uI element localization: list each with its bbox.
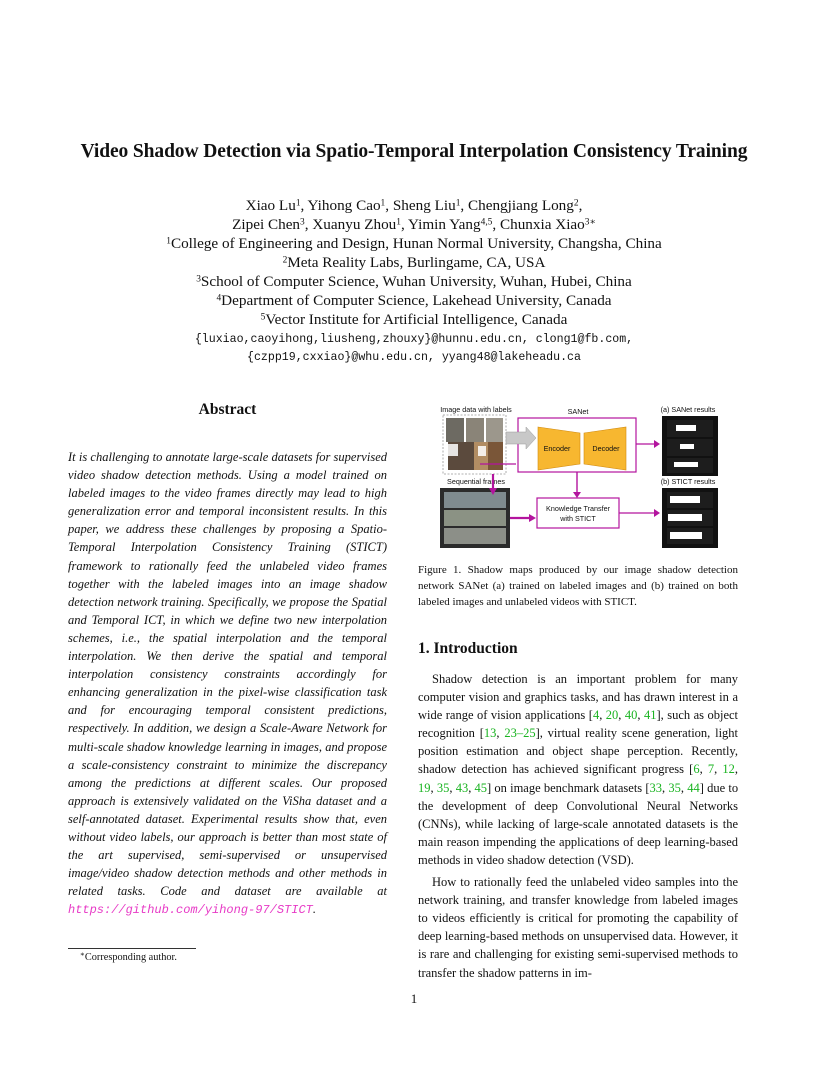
author-line-2 (0, 215, 828, 234)
author-affiliation-mark: 1 (295, 198, 301, 209)
author-separator: , (400, 216, 409, 233)
intro-text: , (449, 780, 456, 795)
author-name: Yimin Yang (408, 216, 481, 233)
author-name: Chengjiang Long (468, 197, 574, 214)
video-frame (444, 510, 506, 526)
intro-text: , (637, 708, 644, 723)
footnote-rule (68, 948, 196, 949)
author-separator: , (578, 197, 583, 214)
citation-link[interactable]: 45 (474, 780, 488, 795)
intro-text: , (618, 708, 625, 723)
label-sanet: SANet (567, 407, 589, 416)
author-name: Zipei Chen (232, 216, 301, 233)
author-name: Yihong Cao (307, 197, 381, 214)
affiliation-1: $^1$College of Engineering and Design, Hunan Normal University, Changsha, China (166, 235, 662, 252)
intro-text: , (714, 762, 723, 777)
author-separator: , (460, 197, 468, 214)
thumbnail-image (488, 442, 503, 470)
intro-text: ] due to the development of deep Convolutional Neural Networks (CNNs), while lacking of large-scale annotated datasets is the main reason impending the applications of deep learning-based methods in video shadow detection (VSD). (418, 780, 739, 867)
intro-text: , (680, 780, 688, 795)
author-affiliation-mark: 1 (396, 217, 401, 228)
citation-link[interactable]: 44 (687, 780, 700, 795)
shadow-mask (674, 462, 698, 467)
citation-link[interactable]: 40 (624, 708, 638, 723)
author-name: Xiao Lu (245, 197, 296, 214)
citation-link[interactable]: 23–25 (504, 726, 536, 741)
author-name: Sheng Liu (392, 197, 456, 214)
intro-text: , (699, 762, 708, 777)
intro-paragraph-1 (418, 670, 738, 869)
shadow-mask (668, 514, 702, 521)
citation-link[interactable]: 35 (436, 780, 450, 795)
intro-text: ], virtual reality scene generation, light position estimation and object shape perception. Recently, shadow detection has achieved significant progress [ (418, 726, 739, 777)
arrow-head-icon (529, 514, 536, 522)
author-separator: , (492, 216, 500, 233)
author-separator: , (300, 197, 308, 214)
encoder-label: Encoder (543, 444, 571, 453)
label-sanet-results: (a) SANet results (660, 405, 716, 414)
citation-link[interactable]: 19 (418, 780, 431, 795)
thumbnail-mask (448, 444, 458, 456)
intro-text: , (430, 780, 437, 795)
knowledge-transfer-box (537, 498, 619, 528)
affiliation-3: $^3$School of Computer Science, Wuhan University, Wuhan, Hubei, China (196, 273, 632, 290)
intro-text: , (599, 708, 606, 723)
figure-1-diagram (418, 400, 738, 560)
author-name: Xuanyu Zhou (312, 216, 397, 233)
footnote: ∗Corresponding author. (80, 950, 177, 963)
intro-text: ], such as object recognition [ (418, 708, 739, 741)
author-affiliation-mark: 3∗ (584, 217, 596, 228)
citation-link[interactable]: 7 (707, 762, 715, 777)
email-line-2: {czpp19,cxxiao}@whu.edu.cn, yyang48@lakeheadu.ca (247, 351, 581, 364)
shadow-mask (670, 532, 702, 539)
intro-text: Shadow detection is an important problem for many computer vision and graphics tasks, and has drawn interest in a wide range of vision applications [ (418, 672, 738, 723)
arrow-head-icon (573, 492, 581, 498)
intro-body (418, 670, 738, 982)
intro-heading: 1. Introduction (418, 640, 518, 657)
citation-link[interactable]: 12 (722, 762, 735, 777)
thumbnail-mask (478, 446, 486, 456)
gray-arrow-icon (506, 427, 536, 449)
code-link[interactable]: https://github.com/yihong-97/STICT (68, 903, 313, 918)
citation-link[interactable]: 13 (483, 726, 497, 741)
paper-title: Video Shadow Detection via Spatio-Temporal Interpolation Consistency Training (80, 141, 748, 162)
abstract-body: It is challenging to annotate large-scale datasets for supervised video shadow detection methods. Using a model trained on labeled images to the video frames directly may lead to high generalization error and temporal inconsistent results. In this paper, we address these challenges by proposing a Spatio-Temporal Interpolation Consistency Training (STICT) framework to rationally feed the unlabeled video frames together with the labeled images into an image shadow detection network training. Specifically, we propose the Spatial and Temporal ICT, in which we define two new interpolation schemes, i.e., the spatial interpolation and the temporal interpolation. We then derive the spatial and temporal interpolation consistency constraints accordingly for enhancing generalization in the pixel-wise classification task and for encouraging temporal consistent predictions, respectively. In addition, we design a Scale-Aware Network for multi-scale shadow knowledge learning in images, and propose a scale-consistency constraint to minimize the discrepancy among the predictions at different scales. Our proposed approach is extensively validated on the ViSha dataset and a self-annotated dataset. Experimental results show that, even without video labels, our approach is better than most state of the art supervised, semi-supervised or unsupervised image/video shadow detection methods and other methods in related tasks. Code and dataset are available at https://github.com/yihong-97/STICT. (68, 450, 387, 918)
author-affiliation-mark: 4,5 (480, 217, 493, 228)
citation-link[interactable]: 41 (643, 708, 657, 723)
thumbnail-image (446, 418, 464, 442)
affiliation-2: $^2$Meta Reality Labs, Burlingame, CA, USA (282, 254, 546, 271)
citation-link[interactable]: 43 (455, 780, 469, 795)
author-separator: , (385, 197, 393, 214)
kt-label-1: Knowledge Transfer (546, 504, 610, 513)
affiliation-4: $^4$Department of Computer Science, Lakehead University, Canada (216, 292, 612, 309)
label-sequential-frames: Sequential frames (447, 477, 505, 486)
author-name: Chunxia Xiao (499, 216, 585, 233)
author-separator: , (304, 216, 313, 233)
abstract-text: It is challenging to annotate large-scale datasets for supervised video shadow detection methods. Using a model trained on labeled images to the video frames directly may lead to high generalization error and temporal inconsistent results. In this paper, we address these challenges by proposing a Spatio-Temporal Interpolation Consistency Training (STICT) framework to rationally feed the unlabeled video frames together with the labeled images into an image shadow detection network training. Specifically, we propose the Spatial and Temporal ICT, in which we define two new interpolation schemes, i.e., the spatial interpolation and the temporal interpolation. We then derive the spatial and temporal interpolation consistency constraints accordingly for enhancing generalization in the pixel-wise classification task and for encouraging temporal consistent predictions, respectively. In addition, we design a Scale-Aware Network for multi-scale shadow knowledge learning in images, and propose a scale-consistency constraint to minimize the discrepancy among the predictions at different scales. Our proposed approach is extensively validated on the ViSha dataset and a self-annotated dataset. Experimental results show that, even without video labels, our approach is better than most state of the art supervised, semi-supervised or unsupervised image/video shadow detection methods and other methods in related tasks. Code and dataset are available at (68, 450, 387, 899)
label-image-data: Image data with labels (440, 405, 512, 414)
affiliation-5: $^5$Vector Institute for Artificial Intelligence, Canada (260, 311, 568, 328)
arrow-head-icon (654, 440, 660, 448)
intro-text: , (734, 762, 738, 777)
citation-link[interactable]: 4 (592, 708, 600, 723)
thumbnail-image (486, 418, 503, 442)
citation-link[interactable]: 33 (649, 780, 663, 795)
author-affiliation-mark: 1 (380, 198, 386, 209)
author-line-1 (0, 196, 828, 215)
intro-text: , (662, 780, 669, 795)
shadow-mask (680, 444, 694, 449)
intro-text: ] on image benchmark datasets [ (487, 780, 650, 795)
email-line-1: {luxiao,caoyihong,liusheng,zhouxy}@hunnu.edu.cn, clong1@fb.com, (194, 333, 634, 346)
intro-text: , (468, 780, 475, 795)
label-stict-results: (b) STICT results (660, 477, 716, 486)
decoder-label: Decoder (592, 444, 620, 453)
intro-text: , (496, 726, 505, 741)
video-frame (444, 492, 506, 508)
citation-link[interactable]: 20 (605, 708, 619, 723)
author-affiliation-mark: 3 (300, 217, 305, 228)
intro-paragraph-2: How to rationally feed the unlabeled video samples into the network training, and transfer knowledge from labeled images to videos efficiently is critical for promoting the capability of deep learning-based methods on unsupervised data. However, it is rare and challenging for existing semi-supervised methods to transfer the shadow patterns in im- (418, 875, 738, 980)
abstract-heading: Abstract (198, 401, 257, 418)
shadow-mask (670, 496, 700, 503)
thumbnail-image (466, 418, 484, 442)
shadow-mask (676, 425, 696, 431)
kt-label-2: with STICT (560, 514, 596, 523)
video-frame (444, 528, 506, 544)
citation-link[interactable]: 6 (693, 762, 700, 777)
citation-link[interactable]: 35 (668, 780, 681, 795)
arrow-head-icon (654, 509, 660, 517)
figure-caption: Figure 1. Shadow maps produced by our image shadow detection network SANet (a) trained on labeled images and (b) trained on both labeled images and unlabeled videos with STICT. (418, 564, 738, 608)
author-affiliation-mark: 1 (455, 198, 461, 209)
author-affiliation-mark: 2 (573, 198, 579, 209)
page-number: 1 (410, 991, 418, 1006)
